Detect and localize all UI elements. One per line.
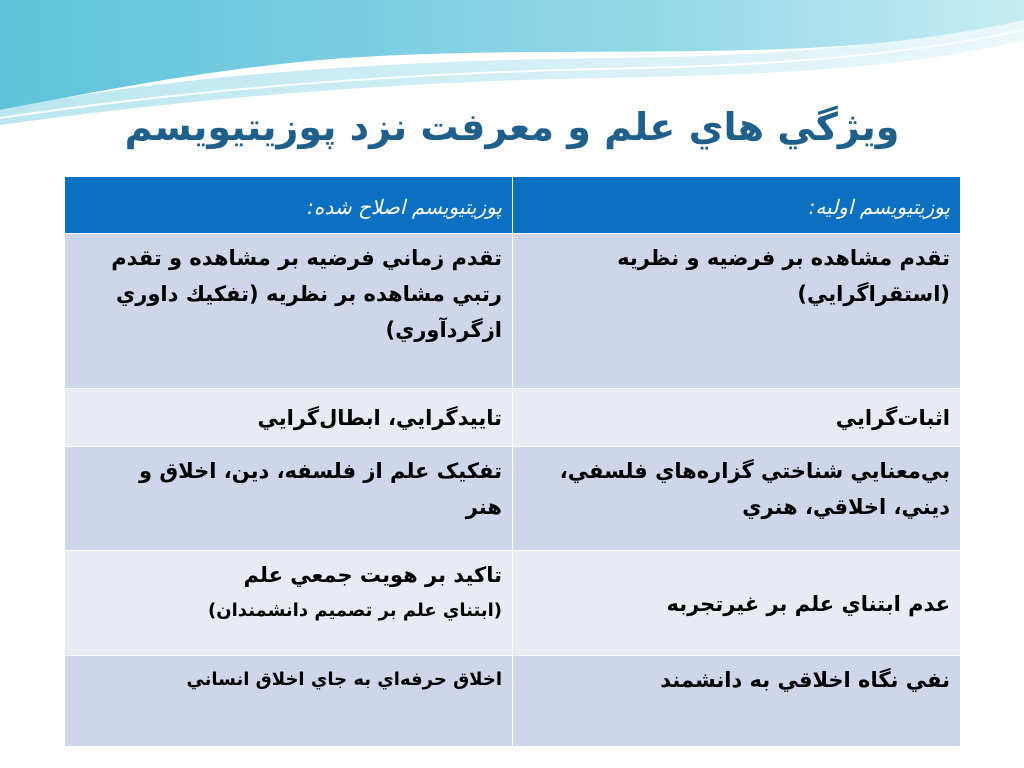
table-row xyxy=(65,446,961,550)
cell-early xyxy=(513,551,961,655)
cell-line: تقدم زماني فرضيه بر مشاهده و تقدم xyxy=(111,246,502,271)
cell-line: تفكيک علم از فلسفه، دين، اخلاق و xyxy=(139,458,502,483)
cell-line: بي‌معنايي شناختي گزاره‌هاي فلسفي، xyxy=(559,458,950,483)
cell-line: اخلاق حرفه‌اي به جاي اخلاق انساني xyxy=(186,668,502,690)
cell-line: تاكيد بر هويت جمعي علم xyxy=(243,563,502,588)
cell-line: عدم ابتناي علم بر غيرتجربه xyxy=(666,591,950,616)
table-row xyxy=(65,388,961,446)
cell-line: (ابتناي علم بر تصميم دانشمندان) xyxy=(208,600,502,622)
cell-revised xyxy=(65,551,513,655)
cell-revised xyxy=(65,234,513,389)
cell-line: اثبات‌گرايي xyxy=(835,406,950,431)
cell-early xyxy=(513,388,961,446)
header-revised-positivism: پوزيتيويسم اصلاح شده: xyxy=(65,177,513,234)
cell-revised xyxy=(65,655,513,746)
slide-title: ويژگي هاي علم و معرفت نزد پوزيتيويسم xyxy=(124,105,900,149)
cell-line: تقدم مشاهده بر فرضيه و نظريه xyxy=(617,246,950,271)
comparison-table xyxy=(64,176,961,747)
cell-line: نفي نگاه اخلاقي به دانشمند xyxy=(660,667,950,692)
table-row xyxy=(65,551,961,655)
cell-revised xyxy=(65,388,513,446)
cell-early xyxy=(513,446,961,550)
cell-line: (استقراگرايي) xyxy=(797,282,950,307)
cell-line: هنر xyxy=(465,494,502,519)
header-early-positivism: پوزيتيويسم اوليه: xyxy=(513,177,961,234)
cell-line: ازگردآوري) xyxy=(385,318,502,343)
cell-revised xyxy=(65,446,513,550)
cell-early xyxy=(513,234,961,389)
table-row xyxy=(65,234,961,389)
table-row xyxy=(65,655,961,746)
cell-line: ديني، اخلاقي، هنري xyxy=(742,494,950,519)
cell-line: رتبي مشاهده بر نظريه (تفكيك داوري xyxy=(116,282,502,307)
table-header-row xyxy=(65,177,961,234)
cell-early xyxy=(513,655,961,746)
cell-line: تاييدگرايي، ابطال‌گرايي xyxy=(257,406,502,431)
